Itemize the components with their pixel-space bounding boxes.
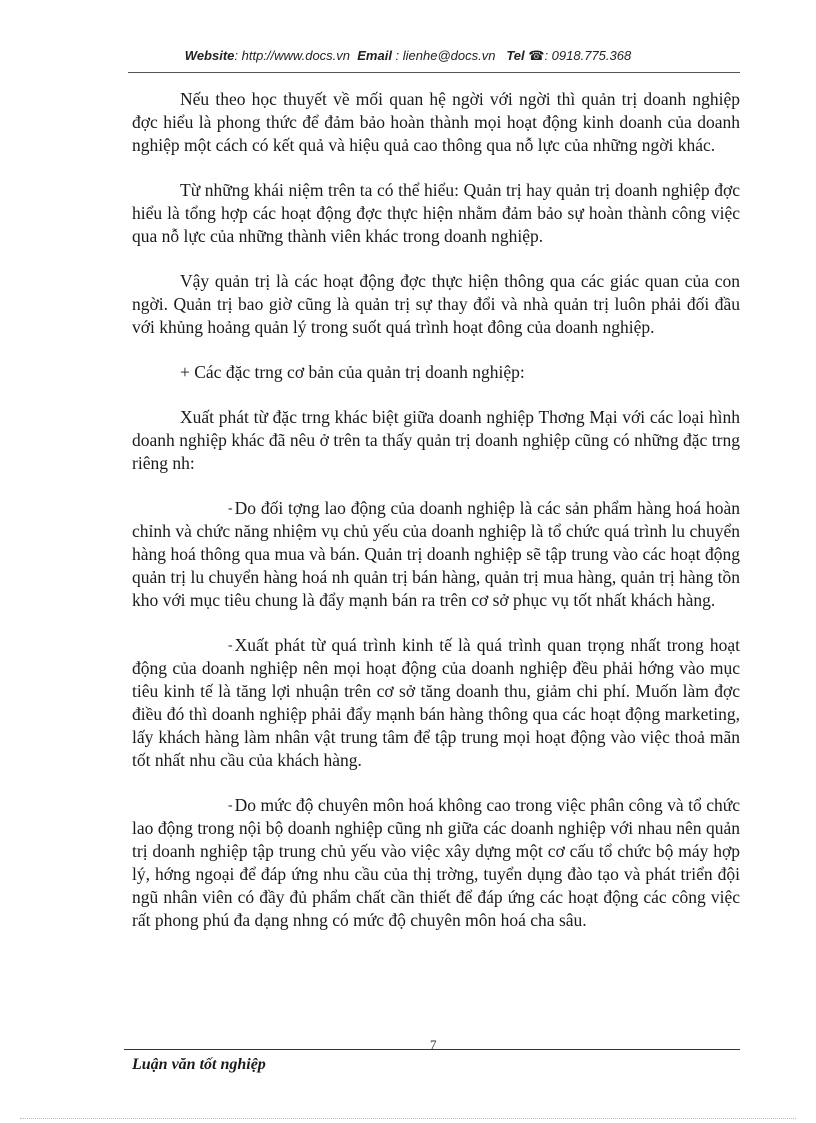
footer-title: Luận văn tốt nghiệp [132,1056,266,1073]
bullet-item [132,634,740,772]
website-label: Website [184,48,235,63]
email-value: : lienhe@docs.vn [391,48,496,63]
header-divider [128,72,740,73]
bullet-item [132,794,740,932]
body-content [132,88,740,954]
bullet-text: Xuất phát từ quá trình kinh tế là quá trình quan trọng nhất trong hoạt động của doanh nghiệp nên mọi hoạt động của doanh nghiệp đều phải hớng vào mục tiêu kinh tế là tăng lợi nhuận trên cơ sở tăng doanh thu, giảm chi phí. Muốn làm đợc điều đó thì doanh nghiệp phải đẩy mạnh bán hàng thông qua các hoạt động marketing, lấy khách hàng làm nhân vật trung tâm để tập trung mọi hoạt động vào việc thoả mãn tốt nhất nhu cầu của khách hàng. [132,635,740,770]
tel-value: : 0918.775.368 [544,48,632,63]
footer-divider [124,1049,740,1050]
bullet-item [132,497,740,612]
paragraph: Nếu theo học thuyết về mối quan hệ ngời với ngời thì quản trị doanh nghiệp đợc hiểu là phong thức để đảm bảo hoàn thành mọi hoạt động kinh doanh của doanh nghiệp một cách có kết quả và hiệu quả cao thông qua nỗ lực của những ngời khác. [132,89,740,155]
paragraph: Xuất phát từ đặc trng khác biệt giữa doanh nghiệp Thơng Mại với các loại hình doanh nghiệp khác đã nêu ở trên ta thấy quản trị doanh nghiệp cũng có những đặc trng riêng nh: [132,407,740,473]
tel-label: Tel [506,48,525,63]
bullet-marker: - [228,798,233,813]
bullet-text: Do mức độ chuyên môn hoá không cao trong việc phân công và tổ chức lao động trong nội bộ doanh nghiệp cũng nh giữa các doanh nghiệp với nhau nên quản trị doanh nghiệp tập trung chủ yếu vào việc xây dựng một cơ cấu tổ chức bộ máy hợp lý, hớng ngoại để đáp ứng nhu cầu của thị trờng, tuyển dụng đào tạo và phát triển đội ngũ nhân viên có đầy đủ phẩm chất cần thiết để đáp ứng các hoạt động các công việc rất phong phú đa dạng nhng có mức độ chuyên môn hoá cha sâu. [132,795,740,930]
paragraph: Từ những khái niệm trên ta có thể hiểu: Quản trị hay quản trị doanh nghiệp đợc hiểu là tổng hợp các hoạt động đợc thực hiện nhằm đảm bảo sự hoàn thành công việc qua nỗ lực của những thành viên khác trong doanh nghiệp. [132,180,740,246]
phone-icon: ☎ [528,48,545,63]
email-label: Email [357,48,392,63]
bullet-marker: - [228,638,233,653]
page-header [0,48,816,64]
website-value: : http://www.docs.vn [234,48,351,63]
page-number: 7 [430,1037,437,1052]
bullet-text: Do đối tợng lao động của doanh nghiệp là các sản phẩm hàng hoá hoàn chỉnh và chức năng nhiệm vụ chủ yếu của doanh nghiệp là tổ chức quá trình lu chuyển hàng hoá thông qua mua và bán. Quản trị doanh nghiệp sẽ tập trung vào các hoạt động quản trị lu chuyển hàng hoá nh quản trị bán hàng, quản trị mua hàng, quản trị hàng tồn kho với mục tiêu chung là đẩy mạnh bán ra trên cơ sở phục vụ tốt nhất khách hàng. [132,498,740,610]
section-heading: + Các đặc trng cơ bản của quản trị doanh nghiệp: [180,362,525,382]
paragraph: Vậy quản trị là các hoạt động đợc thực hiện thông qua các giác quan của con ngời. Quản trị bao giờ cũng là quản trị sự thay đổi và nhà quản trị luôn phải đối đầu với khủng hoảng quản lý trong suốt quá trình hoạt đông của doanh nghiệp. [132,271,740,337]
bullet-marker: - [228,501,233,516]
page-edge-divider [20,1118,796,1119]
